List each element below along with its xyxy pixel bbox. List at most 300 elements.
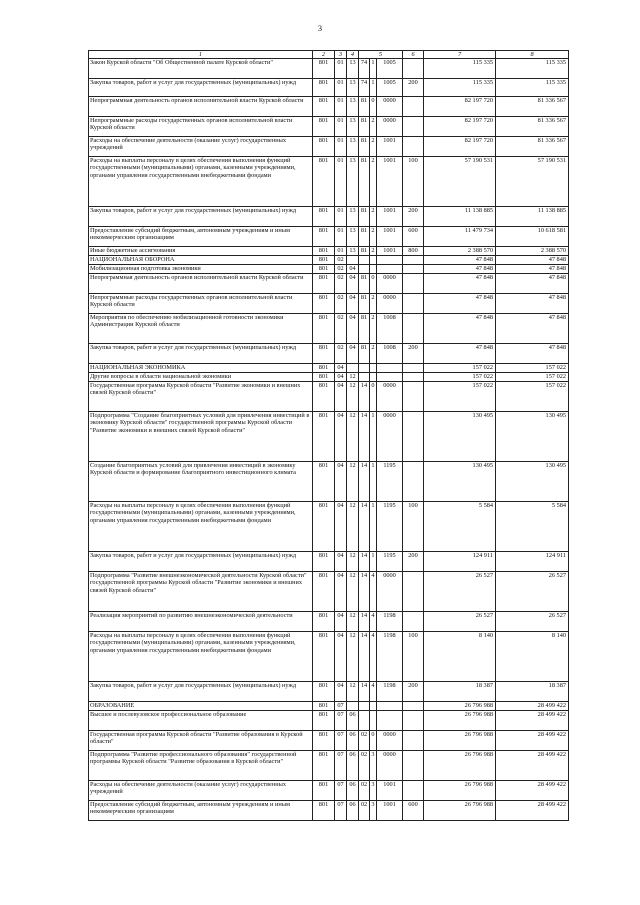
row-code-3: 01 <box>335 247 347 256</box>
row-code-4: 13 <box>347 97 359 117</box>
row-code-5a: 74 <box>359 59 370 79</box>
row-code-5b: 3 <box>370 801 377 821</box>
row-code-5a <box>359 265 370 274</box>
row-name: Расходы на выплаты персоналу в целях обеспечения выполнения функций государственными (муниципальными) органами, казенными учреждениями, органами управления государственными внебюджетными фондами <box>89 502 313 552</box>
row-amount-7: 8 140 <box>424 632 496 682</box>
table-row <box>89 801 569 821</box>
row-code-5c: 1001 <box>377 137 403 157</box>
row-code-2: 801 <box>313 137 335 157</box>
table-row <box>89 79 569 97</box>
row-name: Закупка товаров, работ и услуг для государственных (муниципальных) нужд <box>89 552 313 572</box>
row-code-3: 07 <box>335 781 347 801</box>
row-code-2: 801 <box>313 711 335 731</box>
row-code-5b: 0 <box>370 97 377 117</box>
row-name: Расходы на выплаты персоналу в целях обеспечения выполнения функций государственными (муниципальными) органами, казенными учреждениями, органами управления государственными внебюджетными фондами <box>89 632 313 682</box>
row-code-5b: 2 <box>370 314 377 344</box>
row-code-5b: 2 <box>371 247 375 255</box>
row-code-5c: 1001 <box>377 781 403 801</box>
row-amount-8: 157 022 <box>496 364 569 373</box>
row-code-5a: 74 <box>359 79 370 97</box>
row-code-5b <box>370 364 377 373</box>
row-code-6 <box>403 462 424 502</box>
row-amount-8: 10 618 581 <box>496 227 569 247</box>
row-code-2: 801 <box>313 412 335 462</box>
table-row <box>89 412 569 462</box>
row-code-2: 801 <box>313 256 335 265</box>
row-code-3: 01 <box>335 117 347 137</box>
row-code-5a <box>359 364 370 373</box>
row-code-6: 200 <box>403 552 424 572</box>
row-name: Мероприятия по обеспечению мобилизационной готовности экономики Администрации Курской области <box>89 314 313 344</box>
row-code-5c: 0000 <box>377 117 403 137</box>
table-row <box>89 572 569 612</box>
row-amount-7: 47 848 <box>424 314 496 344</box>
row-code-5b: 4 <box>370 612 377 632</box>
row-code-4: 06 <box>347 711 359 731</box>
row-name: Закупка товаров, работ и услуг для государственных (муниципальных) нужд <box>89 344 313 364</box>
row-code-4 <box>347 364 359 373</box>
row-code-5b: 3 <box>370 751 377 781</box>
row-code-4 <box>347 256 359 265</box>
row-amount-8: 130 495 <box>496 412 569 462</box>
row-amount-7: 130 495 <box>424 462 496 502</box>
row-amount-8: 5 584 <box>496 502 569 552</box>
row-code-5a: 14 <box>359 502 370 552</box>
row-code-2: 801 <box>313 344 335 364</box>
row-code-3: 01 <box>335 207 347 227</box>
row-code-5c: 0000 <box>377 751 403 781</box>
row-code-5a <box>359 373 370 382</box>
row-code-2: 801 <box>313 552 335 572</box>
row-amount-7: 26 527 <box>424 572 496 612</box>
row-code-5a: 81 <box>359 294 370 314</box>
row-amount-7: 2 388 570 <box>424 247 496 256</box>
row-code-2: 801 <box>313 294 335 314</box>
row-code-3: 02 <box>335 344 347 364</box>
row-code-5c: 1008 <box>377 314 403 344</box>
row-code-5b: 0 <box>370 382 377 412</box>
row-code-4: 13 <box>347 157 359 207</box>
row-code-5c: 1198 <box>377 632 403 682</box>
row-code-4: 13 <box>347 227 359 247</box>
row-code-5b: 2 <box>370 227 377 247</box>
row-code-3: 07 <box>335 801 347 821</box>
row-code-5b: 2 <box>370 207 377 227</box>
row-amount-8: 157 022 <box>496 382 569 412</box>
row-amount-8: 57 190 531 <box>496 157 569 207</box>
row-amount-7: 26 796 988 <box>424 751 496 781</box>
row-name: Государственная программа Курской области "Развитие образования в Курской области" <box>89 731 313 751</box>
row-code-4: 13 <box>347 207 359 227</box>
row-amount-7: 26 796 988 <box>424 781 496 801</box>
row-code-6: 800 <box>403 247 424 256</box>
header-row <box>89 51 569 59</box>
row-code-4: 12 <box>347 462 359 502</box>
row-code-3: 04 <box>335 382 347 412</box>
row-code-3: 04 <box>335 412 347 462</box>
row-code-2: 801 <box>313 502 335 552</box>
row-code-5b: 2 <box>370 294 377 314</box>
row-name: Расходы на выплаты персоналу в целях обеспечения выполнения функций государственными (муниципальными) органами, казенными учреждениями, органами управления государственными внебюджетными фондами <box>89 157 313 207</box>
row-code-5b: 2 <box>370 157 377 207</box>
row-amount-8: 115 335 <box>496 59 569 79</box>
row-name: Предоставление субсидий бюджетным, автономным учреждениям и иным некоммерческим организациям <box>89 227 313 247</box>
row-name: Непрограммные расходы государственных органов исполнительной власти Курской области <box>89 117 313 137</box>
row-amount-8: 130 495 <box>496 462 569 502</box>
row-code-5a: 02 <box>359 801 370 821</box>
row-amount-7: 47 848 <box>424 344 496 364</box>
row-name: НАЦИОНАЛЬНАЯ ЭКОНОМИКА <box>89 364 313 373</box>
row-code-3: 01 <box>335 97 347 117</box>
row-code-4: 12 <box>347 572 359 612</box>
row-amount-7: 47 848 <box>424 256 496 265</box>
table-row <box>89 294 569 314</box>
row-code-2: 801 <box>313 781 335 801</box>
row-code-5b: 4 <box>370 682 377 702</box>
row-code-6 <box>403 612 424 632</box>
row-code-5c: 1001 <box>377 207 403 227</box>
table-row <box>89 632 569 682</box>
row-code-2: 801 <box>313 117 335 137</box>
row-amount-8: 81 336 567 <box>496 117 569 137</box>
row-code-3: 01 <box>335 227 347 247</box>
row-code-6 <box>403 137 424 157</box>
row-amount-8: 11 138 885 <box>496 207 569 227</box>
row-code-3: 04 <box>335 502 347 552</box>
table-row <box>89 462 569 502</box>
row-amount-7: 5 584 <box>424 502 496 552</box>
row-code-4: 06 <box>347 751 359 781</box>
row-code-4: 13 <box>347 137 359 157</box>
row-code-6: 100 <box>403 157 424 207</box>
row-code-6 <box>403 59 424 79</box>
row-amount-7: 26 796 988 <box>424 702 496 711</box>
row-code-2: 801 <box>313 247 335 256</box>
table-row <box>89 59 569 79</box>
row-code-5b: 1 <box>370 79 377 97</box>
row-amount-7: 82 197 720 <box>424 117 496 137</box>
row-name: Реализация мероприятий по развитию внешнеэкономической деятельности <box>89 612 313 632</box>
row-amount-7: 18 387 <box>424 682 496 702</box>
row-code-2: 801 <box>313 97 335 117</box>
row-amount-7: 115 335 <box>424 59 496 79</box>
row-code-5b <box>370 702 377 711</box>
row-code-4: 06 <box>347 801 359 821</box>
row-code-6 <box>403 373 424 382</box>
row-code-5c: 1198 <box>377 612 403 632</box>
row-code-5b: 1 <box>370 552 377 572</box>
row-name: Подпрограмма "Развитие профессионального образования" государственной программы Курской области "Развитие образования в Курской области" <box>89 751 313 781</box>
row-code-4: 13 <box>347 79 359 97</box>
row-code-5b: 1 <box>370 59 377 79</box>
row-code-5b <box>370 711 377 731</box>
row-name: Непрограммная деятельность органов исполнительной власти Курской области <box>89 97 313 117</box>
row-code-6 <box>403 117 424 137</box>
row-code-5c: 1001 <box>377 157 403 207</box>
row-code-5b <box>370 256 377 265</box>
row-code-5c <box>377 364 403 373</box>
row-code-6 <box>403 702 424 711</box>
row-code-4: 13 <box>347 59 359 79</box>
row-code-4: 12 <box>347 382 359 412</box>
row-code-2: 801 <box>313 265 335 274</box>
table-row <box>89 751 569 781</box>
row-amount-7: 26 796 988 <box>424 801 496 821</box>
row-amount-7: 26 527 <box>424 612 496 632</box>
row-code-2: 801 <box>313 207 335 227</box>
row-amount-8: 28 499 422 <box>496 711 569 731</box>
row-amount-8: 115 335 <box>496 79 569 97</box>
row-code-5c <box>377 256 403 265</box>
header-col-4: 4 <box>347 51 359 59</box>
row-code-5a: 14 <box>359 612 370 632</box>
row-code-6: 200 <box>403 207 424 227</box>
row-amount-7: 11 138 885 <box>424 207 496 227</box>
row-code-5a: 81 <box>359 274 370 294</box>
row-amount-8: 28 499 422 <box>496 781 569 801</box>
table-row <box>89 274 569 294</box>
row-code-5c: 1005 <box>377 59 403 79</box>
row-amount-7: 157 022 <box>424 364 496 373</box>
page-number: 3 <box>318 24 322 33</box>
table-row <box>89 117 569 137</box>
row-code-5b: 1 <box>370 502 377 552</box>
row-name: Подпрограмма "Развитие внешнеэкономической деятельности Курской области" государственной программы Курской области "Развитие экономики и внешних связей Курской области" <box>89 572 313 612</box>
row-code-6 <box>403 412 424 462</box>
row-code-3: 04 <box>335 552 347 572</box>
row-amount-8: 18 387 <box>496 682 569 702</box>
row-name: Иные бюджетные ассигнования <box>89 247 313 256</box>
row-code-6 <box>403 274 424 294</box>
row-code-5c <box>377 702 403 711</box>
row-code-4: 12 <box>347 682 359 702</box>
row-code-6: 200 <box>403 682 424 702</box>
row-code-3: 07 <box>335 731 347 751</box>
row-code-6: 200 <box>403 344 424 364</box>
row-code-5c: 1008 <box>377 344 403 364</box>
row-amount-7: 11 479 734 <box>424 227 496 247</box>
budget-table <box>88 50 569 821</box>
row-name: Закон Курской области "Об Общественной палате Курской области" <box>89 59 313 79</box>
row-code-2: 801 <box>313 572 335 612</box>
row-name: Закупка товаров, работ и услуг для государственных (муниципальных) нужд <box>89 79 313 97</box>
row-name: Создание благоприятных условий для привлечения инвестиций в экономику Курской области и формирование благоприятного инвестиционного климата <box>89 462 313 502</box>
row-code-5c <box>377 265 403 274</box>
row-name: Мобилизационная подготовка экономики <box>89 265 313 274</box>
row-code-5a <box>359 702 370 711</box>
row-code-4: 12 <box>347 552 359 572</box>
header-col-3: 3 <box>335 51 347 59</box>
row-code-5c: 1001 <box>377 801 403 821</box>
row-code-3: 01 <box>335 79 347 97</box>
row-amount-8: 81 336 567 <box>496 97 569 117</box>
row-code-5c <box>377 711 403 731</box>
row-amount-8: 26 527 <box>496 612 569 632</box>
table-row <box>89 265 569 274</box>
table-row <box>89 612 569 632</box>
row-code-5a: 81 <box>359 157 370 207</box>
row-code-3: 07 <box>335 751 347 781</box>
row-code-4: 13 <box>347 117 359 137</box>
table-body <box>89 59 569 821</box>
row-code-5c: 1198 <box>377 682 403 702</box>
row-code-2: 801 <box>313 59 335 79</box>
row-code-5b <box>370 373 377 382</box>
row-code-5b: 1 <box>370 462 377 502</box>
row-code-2: 801 <box>313 373 335 382</box>
row-code-2: 801 <box>313 462 335 502</box>
row-code-6: 100 <box>403 502 424 552</box>
row-code-3: 02 <box>335 265 347 274</box>
row-amount-8: 47 848 <box>496 265 569 274</box>
row-code-6 <box>403 256 424 265</box>
row-name: Расходы на обеспечение деятельности (оказание услуг) государственных учреждений <box>89 137 313 157</box>
row-code-3: 02 <box>335 256 347 265</box>
row-amount-8: 47 848 <box>496 274 569 294</box>
row-code-5b: 3 <box>370 781 377 801</box>
row-amount-7: 57 190 531 <box>424 157 496 207</box>
row-code-5b <box>370 265 377 274</box>
row-code-4: 04 <box>347 344 359 364</box>
row-amount-8: 2 388 570 <box>496 247 569 256</box>
row-code-2: 801 <box>313 731 335 751</box>
row-code-5c: 1005 <box>377 79 403 97</box>
row-amount-7: 26 796 988 <box>424 711 496 731</box>
table-row <box>89 227 569 247</box>
row-code-3: 02 <box>335 314 347 344</box>
row-code-5a: 14 <box>359 552 370 572</box>
row-amount-8: 26 527 <box>496 572 569 612</box>
row-code-5c: 1195 <box>377 502 403 552</box>
row-code-6: 100 <box>403 632 424 682</box>
row-code-5c: 0000 <box>377 731 403 751</box>
row-amount-8: 157 022 <box>496 373 569 382</box>
row-code-3: 04 <box>335 373 347 382</box>
row-amount-8: 28 499 422 <box>496 702 569 711</box>
row-code-5a: 14 <box>359 682 370 702</box>
row-amount-8: 47 848 <box>496 294 569 314</box>
row-code-5b: 1 <box>370 412 377 462</box>
row-code-4: 12 <box>347 373 359 382</box>
row-code-3: 07 <box>335 711 347 731</box>
row-code-4: 04 <box>347 265 359 274</box>
row-code-6 <box>403 731 424 751</box>
row-code-3: 04 <box>335 682 347 702</box>
row-amount-8: 47 848 <box>496 256 569 265</box>
row-code-5c: 0000 <box>377 294 403 314</box>
row-amount-8: 47 848 <box>496 344 569 364</box>
row-code-3: 04 <box>335 572 347 612</box>
row-amount-7: 124 911 <box>424 552 496 572</box>
row-code-6 <box>403 294 424 314</box>
table-row <box>89 344 569 364</box>
row-code-5a: 81 <box>359 344 370 364</box>
row-code-5c: 0000 <box>377 274 403 294</box>
row-code-3: 02 <box>335 294 347 314</box>
table-row <box>89 702 569 711</box>
row-code-4: 12 <box>347 632 359 682</box>
table-row <box>89 247 569 256</box>
row-code-5a: 14 <box>359 572 370 612</box>
table-row <box>89 731 569 751</box>
row-code-5a: 81 <box>359 314 370 344</box>
table-row <box>89 382 569 412</box>
row-code-2: 801 <box>313 751 335 781</box>
row-code-6 <box>403 364 424 373</box>
row-code-5c <box>377 373 403 382</box>
row-amount-8: 47 848 <box>496 314 569 344</box>
row-code-3: 04 <box>335 632 347 682</box>
row-code-5c: 1195 <box>377 552 403 572</box>
row-name: Государственная программа Курской области "Развитие экономики и внешних связей Курской области" <box>89 382 313 412</box>
header-col-6: 6 <box>403 51 424 59</box>
row-code-6 <box>403 314 424 344</box>
row-code-5c: 1001 <box>377 227 403 247</box>
row-amount-7: 47 848 <box>424 265 496 274</box>
row-code-6 <box>403 781 424 801</box>
row-code-5a <box>359 711 370 731</box>
row-code-5a: 81 <box>359 247 370 256</box>
row-amount-7: 82 197 720 <box>424 97 496 117</box>
row-code-5b: 4 <box>370 632 377 682</box>
row-code-5b: 4 <box>370 572 377 612</box>
row-code-4: 06 <box>347 781 359 801</box>
row-code-2: 801 <box>313 801 335 821</box>
row-code-3: 04 <box>335 364 347 373</box>
row-code-3: 04 <box>335 462 347 502</box>
table-row <box>89 97 569 117</box>
row-code-2: 801 <box>313 364 335 373</box>
row-code-5a: 14 <box>359 382 370 412</box>
row-code-6: 200 <box>403 79 424 97</box>
row-code-4: 04 <box>347 294 359 314</box>
header-col-7: 7 <box>424 51 496 59</box>
row-code-2: 801 <box>313 702 335 711</box>
row-code-6 <box>403 572 424 612</box>
row-code-2: 801 <box>313 382 335 412</box>
row-code-5a: 02 <box>359 781 370 801</box>
row-name: Высшее и послевузовское профессиональное образование <box>89 711 313 731</box>
row-name: Закупка товаров, работ и услуг для государственных (муниципальных) нужд <box>89 207 313 227</box>
row-code-3: 07 <box>335 702 347 711</box>
header-col-2: 2 <box>313 51 335 59</box>
row-code-5a: 14 <box>359 462 370 502</box>
row-name: Непрограммные расходы государственных органов исполнительной власти Курской области <box>89 294 313 314</box>
row-code-5a: 81 <box>359 97 370 117</box>
table-row <box>89 502 569 552</box>
row-name: Подпрограмма "Создание благоприятных условий для привлечения инвестиций в экономику Курской области" государственной программы Курской области "Развитие экономики и внешних связей Курской области" <box>89 412 313 462</box>
row-code-3: 02 <box>335 274 347 294</box>
row-code-5b: 0 <box>370 731 377 751</box>
row-code-6: 600 <box>403 801 424 821</box>
row-name: Предоставление субсидий бюджетным, автономным учреждениям и иным некоммерческим организациям <box>89 801 313 821</box>
row-amount-8: 28 499 422 <box>496 801 569 821</box>
row-name: ОБРАЗОВАНИЕ <box>89 702 313 711</box>
row-code-5c: 0000 <box>377 412 403 462</box>
table-row <box>89 552 569 572</box>
row-code-5a: 14 <box>359 412 370 462</box>
row-code-5a: 81 <box>359 117 370 137</box>
row-code-6 <box>403 751 424 781</box>
row-amount-7: 47 848 <box>424 274 496 294</box>
row-code-5a: 81 <box>359 207 370 227</box>
row-code-5b: 2 <box>370 344 377 364</box>
row-code-3: 04 <box>335 612 347 632</box>
row-name: Непрограммная деятельность органов исполнительной власти Курской области <box>89 274 313 294</box>
table-row <box>89 256 569 265</box>
row-code-6 <box>403 711 424 731</box>
table-row <box>89 314 569 344</box>
